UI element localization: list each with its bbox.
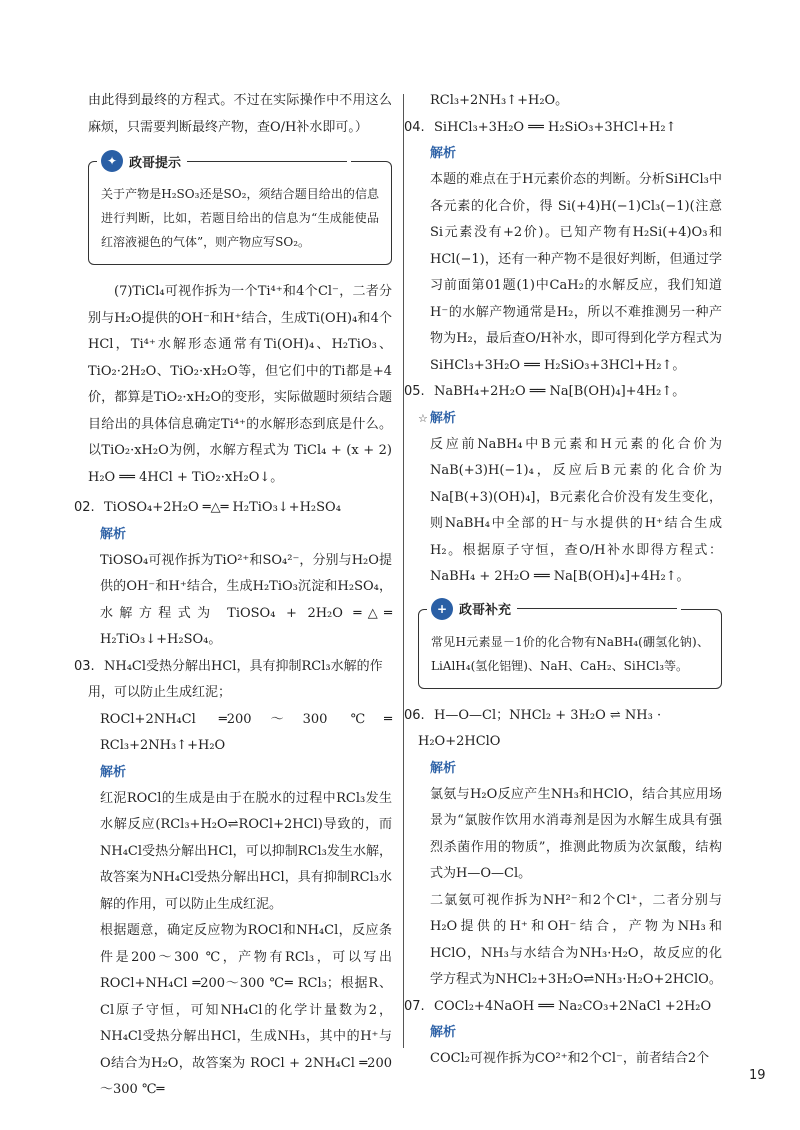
- q07-eq-text: COCl₂+4NaOH ══ Na₂CO₃+2NaCl +2H₂O: [434, 998, 712, 1014]
- q06-number: 06.: [404, 707, 425, 723]
- q07-body: COCl₂可视作拆为CO²⁺和2个Cl⁻，前者结合2个: [430, 1051, 710, 1066]
- tip-box: [88, 154, 392, 265]
- q03-equation: ROCl+2NH₄Cl ═200～300 ℃═ RCl₃+2NH₃↑+H₂O: [100, 711, 392, 753]
- intro-text: 由此得到最终的方程式。不过在实际操作中不用这么麻烦，只需要判断最终产物，查O/H补水即可。）: [88, 93, 392, 135]
- q07-heading: 解析: [430, 1025, 457, 1040]
- q03-ans-text: NH₄Cl受热分解出HCl，具有抑制RCl₃水解的作用，可以防止生成红泥；: [88, 658, 383, 700]
- q06-equation: [404, 703, 722, 756]
- q04-body: 本题的难点在于H元素价态的判断。分析SiHCl₃中各元素的化合价，得 Si(+4)H(−1)Cl₃(−1)(注意Si元素没有+2价)。已知产物有H₂Si(+4)O₃和HCl(−1)，还有一种产物不是很好判断，但通过学习前面第01题(1)中CaH₂的水解反应，我们知道H⁻的水解产物通常是H₂，所以不难推测另一种产物为H₂，最后查O/H补水，即可得到化学方程式为SiHCl₃+3H₂O ══ H₂SiO₃+3HCl+H₂↑。: [430, 172, 722, 373]
- q03-answer: [74, 654, 392, 707]
- q07-equation: [404, 994, 722, 1021]
- tip-rule: [187, 161, 347, 162]
- column-divider: [403, 94, 404, 1048]
- tip-header: [97, 150, 351, 172]
- q06-paragraph-1: 氯氨与H₂O反应产生NH₃和HClO，结合其应用场景为“氯胺作饮用水消毒剂是因为水解生成具有强烈杀菌作用的物质”，推测此物质为次氯酸，结构式为H—O—Cl。: [430, 786, 722, 881]
- continued-text: RCl₃+2NH₃↑+H₂O。: [430, 93, 569, 108]
- left-column: [74, 88, 392, 1104]
- tip-body: 关于产物是H₂SO₃还是SO₂，须结合题目给出的信息进行判断，比如，若题目给出的信息为“生成能使品红溶液褪色的气体”，则产物应写SO₂。: [101, 187, 379, 249]
- q02-heading: 解析: [100, 526, 127, 542]
- supplement-title: 政哥补充: [459, 603, 512, 618]
- q02-eq-text: TiOSO₄+2H₂O ═△═ H₂TiO₃↓+H₂SO₄: [104, 500, 341, 515]
- supplement-header: [427, 598, 681, 620]
- q05-heading-text: 解析: [429, 410, 456, 426]
- q06-eq-text: H—O—Cl；NHCl₂ + 3H₂O ⇌ NH₃ · H₂O+2HClO: [418, 707, 662, 749]
- q04-heading: 解析: [430, 146, 457, 161]
- q05-number: 05.: [404, 384, 425, 399]
- tip-title: 政哥提示: [129, 155, 182, 171]
- q02-number: 02.: [74, 500, 95, 515]
- supplement-box: [418, 601, 722, 689]
- q03-paragraph-1: 红泥ROCl的生成是由于在脱水的过程中RCl₃发生水解反应(RCl₃+H₂O⇌ROCl+2HCl)导致的，而NH₄Cl受热分解出HCl，可以抑制RCl₃发生水解，故答案为NH₄Cl受热分解出HCl，具有抑制RCl₃水解的作用，可以防止生成红泥。: [100, 790, 392, 912]
- q03-number: 03.: [74, 658, 95, 674]
- q04-number: 04.: [404, 119, 425, 135]
- paragraph-7: (7)TiCl₄可视作拆为一个Ti⁴⁺和4个Cl⁻，二者分别与H₂O提供的OH⁻和H⁺结合，生成Ti(OH)₄和4个HCl，Ti⁴⁺水解形态通常有Ti(OH)₄、H₂TiO₃、TiO₂·2H₂O、TiO₂·xH₂O等，但它们中的Ti都是+4价，都算是TiO₂·xH₂O的变形，实际做题时须结合题目给出的具体信息确定Ti⁴⁺的水解形态到底是什么。以TiO₂·xH₂O为例，水解方程式为 TiCl₄ + (x + 2) H₂O ══ 4HCl + TiO₂·xH₂O↓。: [88, 284, 392, 485]
- q06-paragraph-2: 二氯氨可视作拆为NH²⁻和2个Cl⁺，二者分别与H₂O提供的H⁺和OH⁻结合，产物为NH₃和HClO，NH₃与水结合为NH₃·H₂O，故反应的化学方程式为NHCl₂+3H₂O⇌NH₃·H₂O+2HClO。: [430, 892, 722, 987]
- star-icon: ☆: [418, 411, 428, 425]
- lightbulb-icon: ✦: [101, 150, 123, 172]
- q05-heading: [418, 406, 722, 432]
- q04-eq-text: SiHCl₃+3H₂O ══ H₂SiO₃+3HCl+H₂↑: [434, 119, 677, 135]
- page-number: 19: [749, 1068, 766, 1083]
- supplement-rule: [517, 608, 677, 609]
- plus-icon: +: [431, 598, 453, 620]
- q03-heading: 解析: [100, 764, 127, 780]
- q05-equation: [404, 379, 722, 406]
- q07-number: 07.: [404, 998, 425, 1014]
- q03-paragraph-2: 根据题意，确定反应物为ROCl和NH₄Cl，反应条件是200～300 ℃，产物有RCl₃，可以写出ROCl+NH₄Cl ═200～300 ℃═ RCl₃；根据R、Cl原子守恒，可知NH₄Cl的化学计量数为2，NH₄Cl受热分解出HCl，生成NH₃，其中的H⁺与O结合为H₂O，故答案为 ROCl + 2NH₄Cl ═200～300 ℃═: [100, 923, 392, 1097]
- right-column: [404, 88, 722, 1073]
- q05-body: 反应前NaBH₄中B元素和H元素的化合价为NaB(+3)H(−1)₄，反应后B元素的化合价为Na[B(+3)(OH)₄]，B元素化合价没有发生变化，则NaBH₄中全部的H⁻与水提供的H⁺结合生成H₂。根据原子守恒，查O/H补水即得方程式：NaBH₄ + 2H₂O ══ Na[B(OH)₄]+4H₂↑。: [430, 436, 722, 584]
- q02-body: TiOSO₄可视作拆为TiO²⁺和SO₄²⁻，分别与H₂O提供的OH⁻和H⁺结合，生成H₂TiO₃沉淀和H₂SO₄，水解方程式为 TiOSO₄ + 2H₂O ═△═ H₂TiO₃↓+H₂SO₄。: [100, 552, 392, 647]
- q05-eq-text: NaBH₄+2H₂O ══ Na[B(OH)₄]+4H₂↑。: [434, 384, 686, 399]
- q06-heading: 解析: [430, 760, 457, 776]
- supplement-body: 常见H元素显－1价的化合物有NaBH₄(硼氢化钠)、LiAlH₄(氢化铝锂)、NaH、CaH₂、SiHCl₃等。: [431, 634, 709, 673]
- q04-equation: [404, 115, 722, 142]
- q02-equation: [74, 495, 392, 522]
